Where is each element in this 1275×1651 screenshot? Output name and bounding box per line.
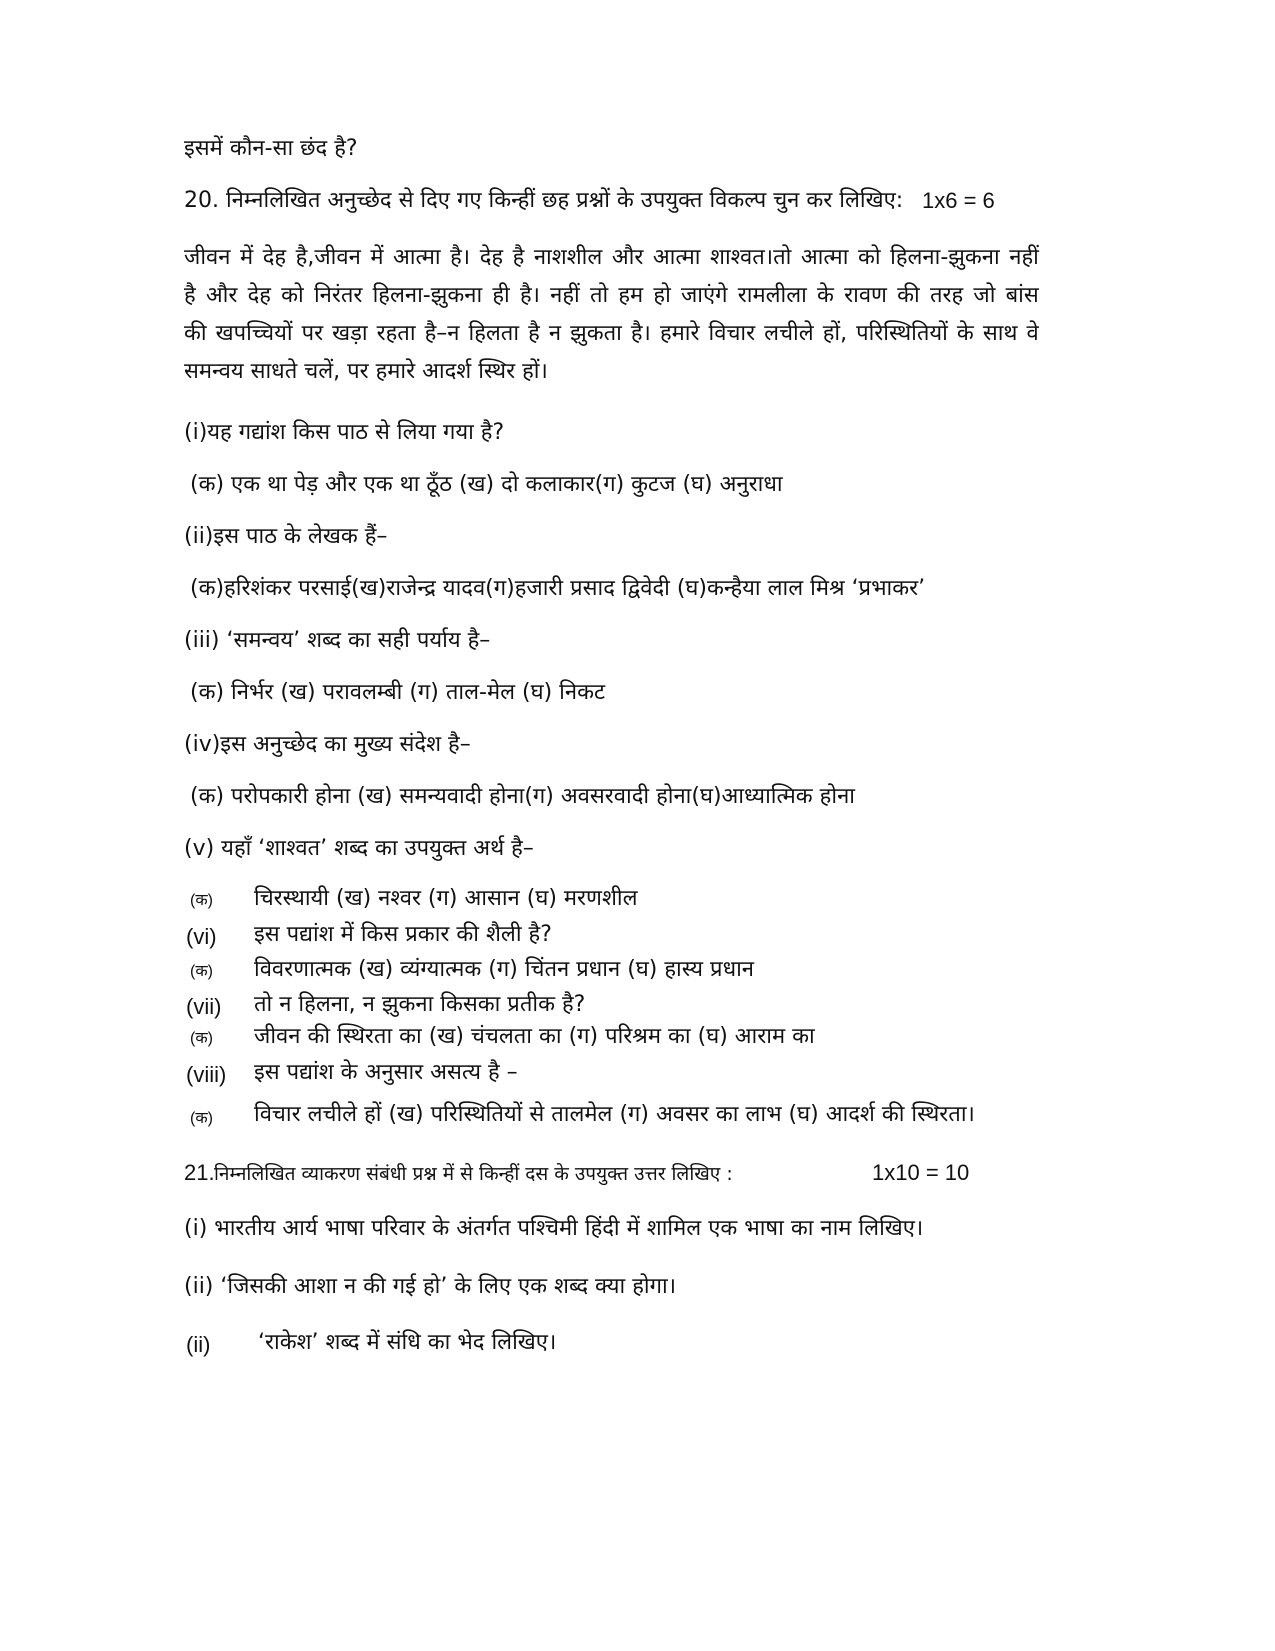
list-text: तो न हिलना, न झुकना किसका प्रतीक है? <box>254 992 586 1017</box>
options-iii: (क) निर्भर (ख) परावलम्बी (ग) ताल-मेल (घ) निकट <box>190 680 606 705</box>
q21-marks: 1x10 = 10 <box>872 1160 970 1185</box>
passage-word: की <box>184 321 207 346</box>
passage-word: आत्मा <box>393 245 441 270</box>
passage-word: तरह <box>929 283 964 308</box>
passage-word: है <box>512 245 525 270</box>
q20-marks: 1x6 = 6 <box>922 188 995 213</box>
list-label: (क) <box>190 963 213 980</box>
passage-line <box>184 243 1039 281</box>
list-text: विवरणात्मक (ख) व्यंग्यात्मक (ग) चिंतन प्रधान (घ) हास्य प्रधान <box>254 957 755 982</box>
passage-word: के <box>817 283 834 308</box>
q19-tail: इसमें कौन-सा छंद है? <box>184 136 358 161</box>
passage-word: है <box>184 283 196 308</box>
passage-word: को <box>281 283 304 308</box>
passage-word: विचार <box>708 321 756 346</box>
passage-word: निरंतर <box>313 283 363 308</box>
passage-word: देह <box>262 245 287 270</box>
passage-word: जो <box>973 283 996 308</box>
passage-word: की <box>897 283 920 308</box>
passage-word: हिलना-झुकना <box>372 283 483 308</box>
list-text: जीवन की स्थिरता का (ख) चंचलता का (ग) परिश्रम का (घ) आराम का <box>254 1024 815 1049</box>
question-iv: (iv)इस अनुच्छेद का मुख्य संदेश है– <box>184 732 471 757</box>
passage-word: हो <box>653 283 671 308</box>
question-i: (i)यह गद्यांश किस पाठ से लिया गया है? <box>184 420 505 445</box>
passage-word: है। <box>519 283 540 308</box>
passage-line <box>184 281 1039 319</box>
q21-item-label: (ii) <box>186 1332 211 1357</box>
passage-word: है। <box>630 321 651 346</box>
q20-heading: 20. निम्नलिखित अनुच्छेद से दिए गए किन्हीं छह प्रश्नों के उपयुक्त विकल्प चुन कर लिखिए: <box>184 188 904 213</box>
passage-word: हों, <box>822 321 848 346</box>
q21-heading: निम्नलिखित व्याकरण संबंधी प्रश्न में से किन्हीं दस के उपयुक्त उत्तर लिखिए : <box>214 1163 733 1185</box>
passage-word: झुकता <box>570 321 622 346</box>
list-label: (viii) <box>186 1062 227 1087</box>
q21-number: 21. <box>184 1160 215 1185</box>
list-label: (क) <box>190 1030 213 1047</box>
passage-word: देह <box>479 245 504 270</box>
list-text: इस पद्यांश के अनुसार असत्य है – <box>254 1060 518 1085</box>
list-label: (क) <box>190 892 213 909</box>
list-label: (क) <box>190 1110 213 1127</box>
q21-item: (ii) ‘जिसकी आशा न की गई हो’ के लिए एक शब्द क्या होगा। <box>184 1274 677 1299</box>
passage-word: नहीं <box>550 283 580 308</box>
passage-word: में <box>240 245 254 270</box>
passage-word: न <box>548 321 562 346</box>
passage-word: लचीले <box>764 321 814 346</box>
list-text: चिरस्थायी (ख) नश्वर (ग) आसान (घ) मरणशील <box>254 886 638 911</box>
passage-word: देह <box>247 283 271 308</box>
passage-word: रहता <box>376 321 416 346</box>
passage-word: जाएंगे <box>680 283 728 308</box>
passage-word: में <box>370 245 384 270</box>
list-label: (vi) <box>186 924 217 949</box>
passage-word: परिस्थितियों <box>856 321 948 346</box>
q20-passage <box>184 243 1039 395</box>
question-ii: (ii)इस पाठ के लेखक हैं– <box>184 524 388 549</box>
passage-word: और <box>611 245 644 270</box>
passage-word: है,जीवन <box>295 245 361 270</box>
passage-word: के <box>956 321 974 346</box>
passage-word: है <box>528 321 540 346</box>
passage-word: साथ <box>982 321 1018 346</box>
passage-word: आत्मा <box>652 245 701 270</box>
passage-word: शाश्वत।तो <box>709 245 792 270</box>
options-i: (क) एक था पेड़ और एक था ठूँठ (ख) दो कलाकार(ग) कुटज (घ) अनुराधा <box>190 472 783 497</box>
passage-word: है। <box>450 245 471 270</box>
passage-word: हमारे <box>659 321 700 346</box>
passage-word: खड़ा <box>332 321 368 346</box>
passage-word: को <box>857 245 881 270</box>
list-text: विचार लचीले हों (ख) परिस्थितियों से तालमेल (ग) अवसर का लाभ (घ) आदर्श की स्थिरता। <box>254 1102 975 1127</box>
question-iii: (iii) ‘समन्वय’ शब्द का सही पर्याय है– <box>184 628 491 653</box>
passage-word: नाशशील <box>533 245 603 270</box>
options-ii: (क)हरिशंकर परसाई(ख)राजेन्द्र यादव(ग)हजारी प्रसाद द्विवेदी (घ)कन्हैया लाल मिश्र ‘प्रभाकर’ <box>190 576 926 601</box>
passage-word: वे <box>1026 321 1039 346</box>
passage-word: और <box>205 283 238 308</box>
passage-word: नहीं <box>1009 245 1039 270</box>
passage-word: खपच्चियों <box>215 321 293 346</box>
q21-item: (i) भारतीय आर्य भाषा परिवार के अंतर्गत पश्चिमी हिंदी में शामिल एक भाषा का नाम लिखिए। <box>184 1216 924 1241</box>
passage-word: ही <box>492 283 510 308</box>
list-text: इस पद्यांश में किस प्रकार की शैली है? <box>254 922 552 947</box>
passage-word: रामलीला <box>737 283 807 308</box>
passage-word: हम <box>618 283 644 308</box>
passage-word: है–न <box>424 321 460 346</box>
passage-word: रावण <box>844 283 887 308</box>
passage-word: पर <box>301 321 324 346</box>
passage-line <box>184 319 1039 357</box>
passage-line: समन्वय साधते चलें, पर हमारे आदर्श स्थिर हों। <box>184 359 548 384</box>
options-iv: (क) परोपकारी होना (ख) समन्यवादी होना(ग) अवसरवादी होना(घ)आध्यात्मिक होना <box>190 784 855 809</box>
passage-word: हिलना-झुकना <box>890 245 1000 270</box>
passage-word: जीवन <box>184 245 231 270</box>
passage-word: आत्मा <box>800 245 849 270</box>
passage-word: बांस <box>1005 283 1039 308</box>
list-label: (vii) <box>186 994 222 1019</box>
passage-word: तो <box>589 283 609 308</box>
q21-item-text: ‘राकेश’ शब्द में संधि का भेद लिखिए। <box>258 1330 557 1355</box>
passage-word: हिलता <box>468 321 520 346</box>
question-v: (v) यहाँ ‘शाश्वत’ शब्द का उपयुक्त अर्थ है– <box>184 836 534 861</box>
